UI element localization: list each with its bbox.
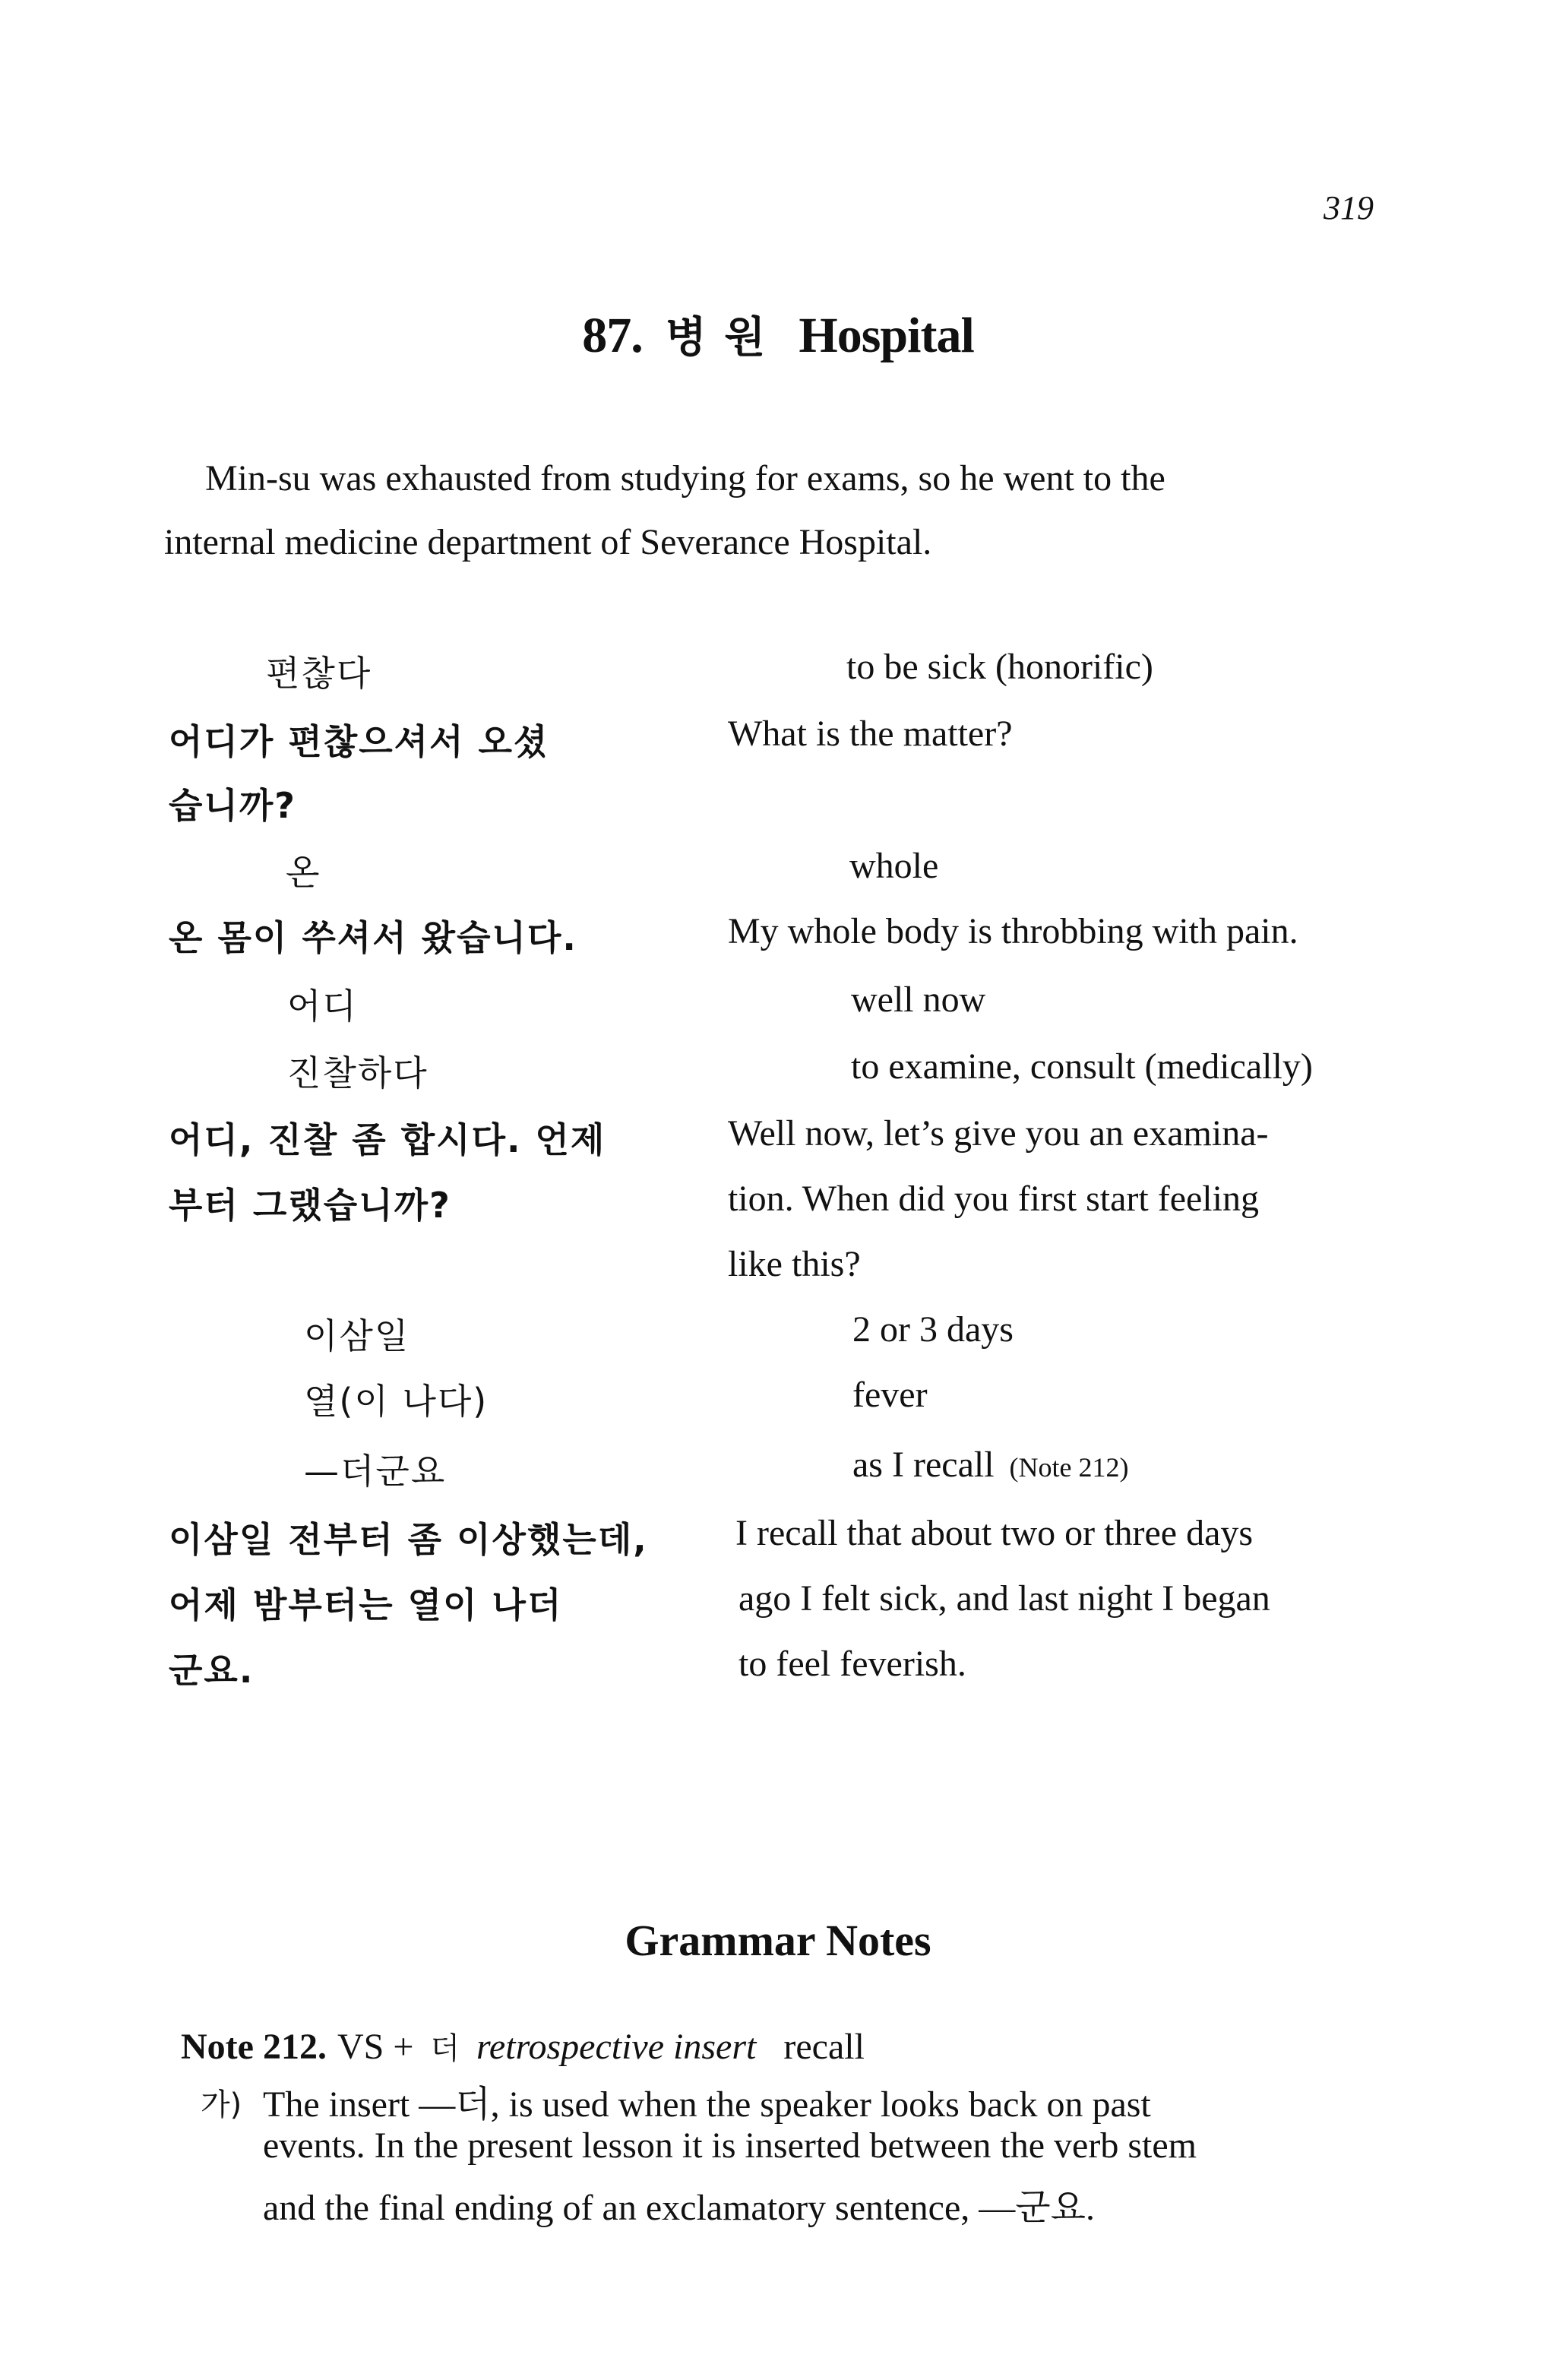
sentence-english: What is the matter? — [728, 714, 1013, 754]
note-bullet: 가) — [201, 2087, 242, 2122]
vocab-korean: —더군요 — [304, 1451, 447, 1492]
grammar-notes-title: Grammar Notes — [625, 1916, 931, 1965]
vocab-korean: 이삼일 — [304, 1315, 410, 1356]
note-body-line-3: and the final ending of an exclamatory sentence, —군요. — [263, 2188, 1096, 2228]
sentence-korean: 부터 그랬습니까? — [169, 1185, 451, 1226]
vocab-english: 2 or 3 days — [852, 1309, 1014, 1350]
lesson-number: 87. — [582, 308, 643, 363]
sentence-english: to feel feverish. — [738, 1644, 966, 1684]
note-label: Note 212. — [181, 2027, 327, 2067]
sentence-korean: 어디가 편찮으셔서 오셨 — [169, 721, 549, 762]
vocab-english: whole — [849, 846, 939, 886]
vocab-english-text: as I recall — [852, 1445, 995, 1485]
sentence-korean: 이삼일 전부터 좀 이상했는데, — [169, 1519, 648, 1560]
note-pattern: VS + — [337, 2027, 414, 2067]
vocab-korean: 어디 — [287, 986, 358, 1027]
intro-line-2: internal medicine department of Severance Hospital. — [164, 522, 932, 562]
sentence-english: I recall that about two or three days — [735, 1513, 1254, 1553]
note-gloss: recall — [783, 2027, 865, 2067]
intro-line-1: Min-su was exhausted from studying for exams, so he went to the — [205, 458, 1165, 498]
vocab-english: to examine, consult (medically) — [851, 1046, 1313, 1087]
note-body-line-1: The insert —더, is used when the speaker looks back on past — [263, 2084, 1151, 2125]
note-description: retrospective insert — [476, 2027, 757, 2067]
vocab-english: fever — [852, 1375, 928, 1415]
page-number: 319 — [1324, 189, 1374, 226]
vocab-english — [852, 1444, 1129, 1486]
note-body-line-2: events. In the present lesson it is inserted between the verb stem — [263, 2125, 1197, 2166]
sentence-korean: 어디, 진찰 좀 합시다. 언제 — [169, 1119, 606, 1160]
vocab-english: to be sick (honorific) — [846, 647, 1153, 687]
sentence-english: ago I felt sick, and last night I began — [738, 1578, 1270, 1619]
note-reference: (Note 212) — [1009, 1452, 1129, 1483]
vocab-korean: 편찮다 — [266, 653, 372, 694]
vocab-english: well now — [851, 980, 986, 1020]
vocab-korean: 열(이 나다) — [304, 1381, 489, 1422]
vocab-korean: 진찰하다 — [287, 1052, 429, 1093]
note-insert: 더 — [430, 2031, 460, 2066]
sentence-korean: 습니까? — [169, 785, 296, 826]
vocab-korean: 온 — [286, 852, 321, 893]
sentence-korean: 온 몸이 쑤셔서 왔습니다. — [169, 917, 577, 958]
sentence-korean: 군요. — [169, 1650, 255, 1691]
sentence-english: Well now, let’s give you an examina- — [728, 1113, 1269, 1154]
sentence-english: My whole body is throbbing with pain. — [728, 911, 1298, 951]
lesson-english-title: Hospital — [799, 308, 974, 363]
sentence-english: like this? — [728, 1244, 861, 1284]
sentence-english: tion. When did you first start feeling — [728, 1179, 1259, 1219]
sentence-korean: 어제 밤부터는 열이 나더 — [169, 1584, 563, 1625]
lesson-korean-title: 병 원 — [665, 313, 767, 362]
lesson-title — [0, 304, 1556, 365]
note-heading — [181, 2024, 865, 2068]
